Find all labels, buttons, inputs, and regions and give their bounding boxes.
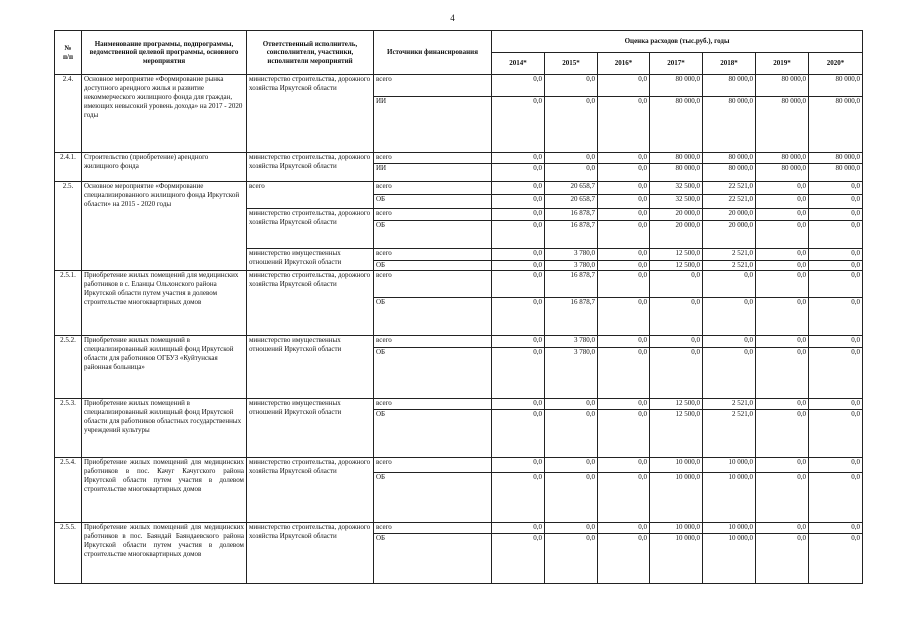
amount-cell: 80 000,0 (756, 97, 809, 153)
row-description: Приобретение жилых помещений в специализированный жилищный фонд Иркутской области для работников ОГБУЗ «Куйтунская районная больница» (82, 336, 247, 399)
amount-cell: 0,0 (545, 523, 598, 534)
amount-cell: 20 658,7 (545, 182, 598, 195)
funding-source: ОБ (374, 298, 492, 336)
row-responsible: министерство строительства, дорожного хозяйства Иркутской области (247, 209, 374, 249)
amount-cell: 10 000,0 (650, 473, 703, 523)
amount-cell: 20 000,0 (650, 221, 703, 249)
amount-cell: 0,0 (598, 164, 650, 182)
amount-cell: 0,0 (756, 261, 809, 271)
amount-cell: 80 000,0 (809, 75, 863, 97)
amount-cell: 0,0 (492, 195, 545, 209)
table-row (55, 523, 863, 534)
amount-cell: 0,0 (492, 182, 545, 195)
amount-cell: 0,0 (545, 97, 598, 153)
table-row (55, 182, 863, 195)
amount-cell: 0,0 (809, 195, 863, 209)
amount-cell: 0,0 (809, 410, 863, 458)
amount-cell: 80 000,0 (703, 75, 756, 97)
funding-source: ОБ (374, 410, 492, 458)
amount-cell: 10 000,0 (650, 458, 703, 473)
funding-source: ИИ (374, 97, 492, 153)
amount-cell: 22 521,0 (703, 195, 756, 209)
amount-cell: 0,0 (809, 399, 863, 410)
amount-cell: 80 000,0 (703, 164, 756, 182)
amount-cell: 0,0 (756, 523, 809, 534)
row-responsible: министерство имущественных отношений Иркутской области (247, 336, 374, 399)
amount-cell: 16 878,7 (545, 221, 598, 249)
amount-cell: 22 521,0 (703, 182, 756, 195)
funding-table (54, 30, 863, 584)
row-description: Основное мероприятие «Формирование рынка доступного арендного жилья и развитие некоммерческого жилищного фонда для граждан, имеющих невысокий уровень дохода» на 2017 - 2020 годы (82, 75, 247, 153)
amount-cell: 0,0 (756, 221, 809, 249)
row-number: 2.5.1. (55, 271, 82, 336)
row-responsible: министерство строительства, дорожного хозяйства Иркутской области (247, 523, 374, 584)
amount-cell: 0,0 (598, 209, 650, 221)
table-row (55, 458, 863, 473)
amount-cell: 0,0 (598, 399, 650, 410)
amount-cell: 0,0 (756, 458, 809, 473)
row-responsible: министерство имущественных отношений Иркутской области (247, 249, 374, 271)
amount-cell: 0,0 (809, 534, 863, 584)
funding-source: ОБ (374, 348, 492, 399)
amount-cell: 80 000,0 (809, 97, 863, 153)
funding-source: всего (374, 271, 492, 298)
header-responsible: Ответственный исполнитель, соисполнители, участники, исполнители мероприятий (247, 31, 374, 75)
amount-cell: 80 000,0 (650, 97, 703, 153)
amount-cell: 0,0 (598, 523, 650, 534)
amount-cell: 0,0 (703, 271, 756, 298)
amount-cell: 0,0 (545, 153, 598, 164)
amount-cell: 0,0 (809, 221, 863, 249)
amount-cell: 10 000,0 (650, 523, 703, 534)
amount-cell: 0,0 (492, 209, 545, 221)
amount-cell: 0,0 (492, 153, 545, 164)
amount-cell: 0,0 (598, 261, 650, 271)
amount-cell: 0,0 (809, 348, 863, 399)
amount-cell: 80 000,0 (703, 97, 756, 153)
amount-cell: 10 000,0 (650, 534, 703, 584)
header-year: 2019* (756, 53, 809, 75)
amount-cell: 80 000,0 (650, 164, 703, 182)
amount-cell: 0,0 (492, 261, 545, 271)
header-year: 2017* (650, 53, 703, 75)
amount-cell: 0,0 (545, 399, 598, 410)
header-num: № п/п (55, 31, 82, 75)
amount-cell: 80 000,0 (703, 153, 756, 164)
row-description: Основное мероприятие «Формирование специализированного жилищного фонда Иркутской области» на 2015 - 2020 годы (82, 182, 247, 271)
amount-cell: 10 000,0 (703, 523, 756, 534)
amount-cell: 0,0 (756, 410, 809, 458)
amount-cell: 0,0 (492, 399, 545, 410)
amount-cell: 0,0 (492, 298, 545, 336)
amount-cell: 0,0 (598, 458, 650, 473)
table-body (55, 75, 863, 584)
amount-cell: 0,0 (650, 348, 703, 399)
row-responsible: министерство строительства, дорожного хозяйства Иркутской области (247, 75, 374, 153)
amount-cell: 80 000,0 (809, 153, 863, 164)
header-sources: Источники финансирования (374, 31, 492, 75)
header-year: 2018* (703, 53, 756, 75)
row-number: 2.5. (55, 182, 82, 271)
header-name: Наименование программы, подпрограммы, ведомственной целевой программы, основного мероприятия (82, 31, 247, 75)
amount-cell: 12 500,0 (650, 410, 703, 458)
table-row (55, 271, 863, 298)
amount-cell: 20 658,7 (545, 195, 598, 209)
funding-source: всего (374, 182, 492, 195)
amount-cell: 0,0 (598, 182, 650, 195)
row-responsible: всего (247, 182, 374, 209)
funding-source: всего (374, 458, 492, 473)
funding-source: ОБ (374, 473, 492, 523)
amount-cell: 12 500,0 (650, 249, 703, 261)
funding-source: ОБ (374, 195, 492, 209)
amount-cell: 0,0 (598, 534, 650, 584)
funding-source: всего (374, 209, 492, 221)
amount-cell: 32 500,0 (650, 195, 703, 209)
amount-cell: 0,0 (809, 209, 863, 221)
amount-cell: 0,0 (598, 75, 650, 97)
amount-cell: 0,0 (650, 336, 703, 348)
row-number: 2.4.1. (55, 153, 82, 182)
amount-cell: 80 000,0 (756, 153, 809, 164)
amount-cell: 0,0 (492, 410, 545, 458)
amount-cell: 0,0 (756, 195, 809, 209)
amount-cell: 0,0 (809, 458, 863, 473)
amount-cell: 2 521,0 (703, 249, 756, 261)
amount-cell: 12 500,0 (650, 399, 703, 410)
row-number: 2.5.2. (55, 336, 82, 399)
amount-cell: 0,0 (809, 336, 863, 348)
amount-cell: 0,0 (756, 249, 809, 261)
row-responsible: министерство строительства, дорожного хозяйства Иркутской области (247, 271, 374, 336)
funding-source: всего (374, 336, 492, 348)
funding-source: всего (374, 249, 492, 261)
table-row (55, 75, 863, 97)
amount-cell: 3 780,0 (545, 261, 598, 271)
amount-cell: 0,0 (598, 221, 650, 249)
amount-cell: 80 000,0 (809, 164, 863, 182)
amount-cell: 0,0 (703, 348, 756, 399)
amount-cell: 10 000,0 (703, 458, 756, 473)
amount-cell: 0,0 (492, 249, 545, 261)
amount-cell: 0,0 (598, 410, 650, 458)
amount-cell: 16 878,7 (545, 209, 598, 221)
funding-source: всего (374, 153, 492, 164)
row-responsible: министерство строительства, дорожного хозяйства Иркутской области (247, 458, 374, 523)
amount-cell: 0,0 (492, 75, 545, 97)
amount-cell: 2 521,0 (703, 399, 756, 410)
row-description: Приобретение жилых помещений для медицинских работников в с. Еланцы Ольхонского района Иркутской области путем участия в долевом строительстве многоквартирных домов (82, 271, 247, 336)
row-responsible: министерство имущественных отношений Иркутской области (247, 399, 374, 458)
amount-cell: 12 500,0 (650, 261, 703, 271)
amount-cell: 0,0 (545, 473, 598, 523)
amount-cell: 0,0 (650, 271, 703, 298)
page-number: 4 (450, 13, 455, 23)
amount-cell: 0,0 (492, 458, 545, 473)
amount-cell: 0,0 (598, 97, 650, 153)
row-number: 2.4. (55, 75, 82, 153)
amount-cell: 2 521,0 (703, 410, 756, 458)
amount-cell: 0,0 (545, 164, 598, 182)
amount-cell: 0,0 (492, 523, 545, 534)
amount-cell: 80 000,0 (650, 75, 703, 97)
table-row (55, 399, 863, 410)
amount-cell: 0,0 (756, 271, 809, 298)
amount-cell: 0,0 (650, 298, 703, 336)
row-description: Приобретение жилых помещений для медицинских работников в пос. Качуг Качугского района Иркутской области путем участия в долевом строительстве многоквартирных домов (82, 458, 247, 523)
header-year: 2020* (809, 53, 863, 75)
amount-cell: 0,0 (809, 473, 863, 523)
amount-cell: 0,0 (598, 473, 650, 523)
amount-cell: 0,0 (492, 473, 545, 523)
funding-source: ОБ (374, 534, 492, 584)
amount-cell: 0,0 (598, 195, 650, 209)
row-responsible: министерство строительства, дорожного хозяйства Иркутской области (247, 153, 374, 182)
row-number: 2.5.4. (55, 458, 82, 523)
amount-cell: 16 878,7 (545, 298, 598, 336)
amount-cell: 0,0 (756, 534, 809, 584)
row-description: Приобретение жилых помещений для медицинских работников в пос. Баяндай Баяндаевского района Иркутской области путем участия в долевом строительстве многоквартирных домов (82, 523, 247, 584)
funding-source: ОБ (374, 221, 492, 249)
amount-cell: 0,0 (756, 336, 809, 348)
amount-cell: 0,0 (756, 348, 809, 399)
amount-cell: 0,0 (756, 182, 809, 195)
amount-cell: 0,0 (545, 410, 598, 458)
amount-cell: 0,0 (756, 473, 809, 523)
amount-cell: 0,0 (598, 249, 650, 261)
amount-cell: 2 521,0 (703, 261, 756, 271)
amount-cell: 0,0 (703, 298, 756, 336)
amount-cell: 0,0 (756, 399, 809, 410)
amount-cell: 20 000,0 (703, 221, 756, 249)
amount-cell: 80 000,0 (756, 164, 809, 182)
header-year: 2014* (492, 53, 545, 75)
amount-cell: 0,0 (703, 336, 756, 348)
amount-cell: 0,0 (545, 534, 598, 584)
funding-source: всего (374, 75, 492, 97)
row-description: Строительство (приобретение) арендного жилищного фонда (82, 153, 247, 182)
table-row (55, 153, 863, 164)
funding-source: ОБ (374, 261, 492, 271)
amount-cell: 0,0 (809, 298, 863, 336)
row-number: 2.5.3. (55, 399, 82, 458)
amount-cell: 80 000,0 (650, 153, 703, 164)
amount-cell: 10 000,0 (703, 473, 756, 523)
amount-cell: 0,0 (598, 348, 650, 399)
amount-cell: 0,0 (598, 271, 650, 298)
amount-cell: 0,0 (492, 348, 545, 399)
header-year: 2015* (545, 53, 598, 75)
amount-cell: 32 500,0 (650, 182, 703, 195)
amount-cell: 0,0 (598, 298, 650, 336)
amount-cell: 0,0 (809, 182, 863, 195)
amount-cell: 0,0 (598, 153, 650, 164)
amount-cell: 0,0 (492, 336, 545, 348)
funding-source: всего (374, 523, 492, 534)
funding-source: всего (374, 399, 492, 410)
amount-cell: 0,0 (809, 249, 863, 261)
amount-cell: 3 780,0 (545, 336, 598, 348)
amount-cell: 3 780,0 (545, 249, 598, 261)
row-number: 2.5.5. (55, 523, 82, 584)
amount-cell: 20 000,0 (650, 209, 703, 221)
amount-cell: 0,0 (492, 164, 545, 182)
amount-cell: 0,0 (809, 271, 863, 298)
amount-cell: 0,0 (492, 221, 545, 249)
header-costs: Оценка расходов (тыс.руб.), годы (492, 31, 863, 53)
amount-cell: 0,0 (756, 298, 809, 336)
row-description: Приобретение жилых помещений в специализированный жилищный фонд Иркутской области для работников областных государственных учреждений культуры (82, 399, 247, 458)
table-row (55, 336, 863, 348)
funding-source: ИИ (374, 164, 492, 182)
amount-cell: 0,0 (598, 336, 650, 348)
amount-cell: 0,0 (492, 534, 545, 584)
header-year: 2016* (598, 53, 650, 75)
amount-cell: 80 000,0 (756, 75, 809, 97)
amount-cell: 0,0 (756, 209, 809, 221)
amount-cell: 0,0 (545, 458, 598, 473)
amount-cell: 0,0 (809, 261, 863, 271)
amount-cell: 0,0 (545, 75, 598, 97)
amount-cell: 20 000,0 (703, 209, 756, 221)
amount-cell: 0,0 (492, 97, 545, 153)
amount-cell: 0,0 (492, 271, 545, 298)
amount-cell: 16 878,7 (545, 271, 598, 298)
amount-cell: 3 780,0 (545, 348, 598, 399)
amount-cell: 0,0 (809, 523, 863, 534)
amount-cell: 10 000,0 (703, 534, 756, 584)
